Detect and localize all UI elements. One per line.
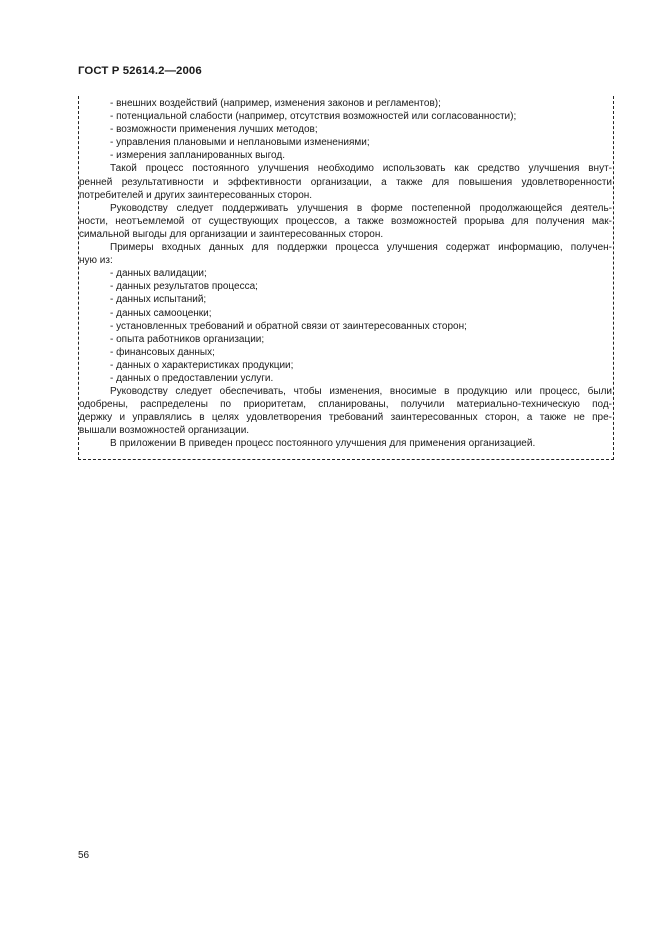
paragraph-line: Руководству следует обеспечивать, чтобы изменения, вносимые в продукцию или процесс, были: [110, 386, 612, 398]
paragraph-line: симальной выгоды для организации и заинтересованных сторон.: [79, 228, 384, 240]
list-item: - потенциальной слабости (например, отсутствия возможностей или согласованности);: [110, 111, 517, 123]
list-item: - финансовых данных;: [110, 346, 215, 358]
paragraph-line: ности, неотъемлемой от существующих процессов, а также возможностей прорыва для получения мак-: [79, 215, 612, 227]
paragraph-line: В приложении В приведен процесс постоянного улучшения для применения организацией.: [110, 438, 536, 450]
paragraph-line: Руководству следует поддерживать улучшения в форме постепенной продолжающейся деятель-: [110, 202, 612, 214]
paragraph-line: ную из:: [79, 255, 113, 267]
list-item: - данных самооценки;: [110, 307, 212, 319]
list-item: - опыта работников организации;: [110, 333, 265, 345]
paragraph-line: одобрены, распределены по приоритетам, спланированы, получили материально-техническую под-: [79, 399, 612, 411]
paragraph-line: ренней результативности и эффективности организации, а также для повышения удовлетворенности: [79, 176, 612, 188]
list-item: - данных испытаний;: [110, 294, 207, 306]
paragraph-line: потребителей и других заинтересованных сторон.: [79, 189, 313, 201]
list-item: - данных результатов процесса;: [110, 281, 258, 293]
page-number: 56: [78, 850, 90, 861]
list-item: - внешних воздействий (например, изменения законов и регламентов);: [110, 98, 441, 109]
paragraph-line: вышали возможностей организации.: [79, 425, 250, 437]
document-header: ГОСТ Р 52614.2—2006: [78, 65, 202, 77]
list-item: - данных валидации;: [110, 268, 207, 280]
list-item: - установленных требований и обратной связи от заинтересованных сторон;: [110, 320, 467, 332]
paragraph-line: Примеры входных данных для поддержки процесса улучшения содержат информацию, получен-: [110, 242, 612, 254]
list-item: - управления плановыми и неплановыми изменениями;: [110, 137, 370, 149]
list-item: - данных о характеристиках продукции;: [110, 359, 294, 371]
paragraph-line: Такой процесс постоянного улучшения необходимо использовать как средство улучшения внут-: [110, 163, 612, 175]
list-item: - измерения запланированных выгод.: [110, 150, 285, 162]
paragraph-line: держку и управлялись в целях удовлетворения требований заинтересованных сторон, а также не пре-: [79, 412, 612, 424]
list-item: - данных о предоставлении услуги.: [110, 372, 274, 384]
body-text: [79, 97, 612, 451]
list-item: - возможности применения лучших методов;: [110, 124, 318, 136]
